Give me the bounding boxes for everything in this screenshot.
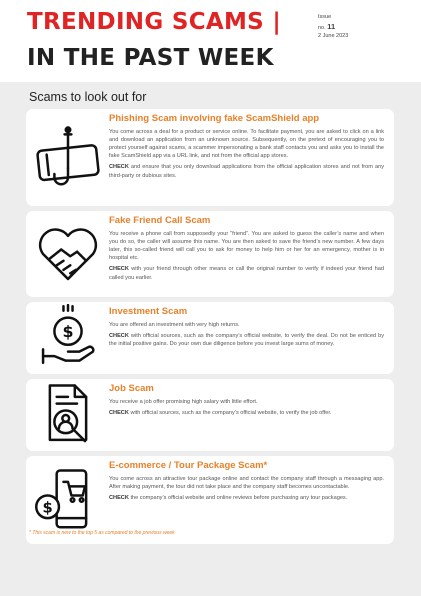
hand-coin-investment-icon [34,304,102,372]
resume-search-icon [34,381,102,449]
card-body: You come across an attractive tour package online and contact the company staff through a messaging app. After making payment, the tour did not take place and the company staff becomes uncontactable. [109,476,384,491]
issue-number: 11 [327,21,336,31]
card-check [109,409,384,417]
card-content [109,460,384,505]
scam-card-fake-friend [26,211,394,297]
check-label: CHECK [109,333,129,340]
card-content [109,113,384,183]
check-label: CHECK [109,164,129,171]
card-title: Phishing Scam involving fake ScamShield app [109,113,320,124]
issue-prefix: no. [318,24,326,31]
check-label: CHECK [109,266,129,273]
phone-with-hook-icon [34,123,102,191]
card-title: Job Scam [109,383,154,394]
card-check [109,332,384,348]
card-check [109,494,384,502]
page-title-line2: IN THE PAST WEEK [27,45,274,71]
check-text: the company’s official website and online reviews before purchasing any tour packages. [128,495,348,502]
scam-card-phishing [26,109,394,206]
check-text: with official sources, such as the company’s official website, to verify the job offer. [128,410,332,417]
issue-date: 2 June 2023 [318,32,349,39]
svg-text:$: $ [42,499,53,517]
scam-card-investment [26,302,394,374]
page-title-line1: TRENDING SCAMS | [27,9,282,35]
card-content [109,215,384,285]
card-title: Investment Scam [109,306,188,317]
heart-handshake-icon [34,220,102,288]
check-label: CHECK [109,410,129,417]
check-text: with your friend through other means or call the original number to verify if indeed your friend had called you earlier. [109,266,384,281]
header [0,0,421,82]
card-title: E-commerce / Tour Package Scam* [109,460,268,471]
section-heading: Scams to look out for [29,90,147,104]
card-body: You come across a deal for a product or service online. To facilitate payment, you are asked to click on a link and download an application from an unknown source. Subsequently, on the pretext of encouraging you to protect yourself against scams, a scammer impersonating a bank staff contacts you and asks you to install the fake ScamShield app via a URL link, and not from the official app stores. [109,129,384,160]
issue-info [318,14,348,41]
check-label: CHECK [109,495,129,502]
card-title: Fake Friend Call Scam [109,215,211,226]
card-check [109,265,384,281]
card-body: You are offered an investment with very high returns. [109,322,240,328]
card-body: You receive a phone call from supposedly your “friend”. You are asked to guess the caller’s name and when you do so, the caller will assume this name. You are then asked to save the friend’s new number. A few days later, this so-called friend will call you to ask for money to help him or her for an emergency, mother is in hospital etc. [109,231,384,262]
issue-number-line [318,22,348,33]
scam-card-job [26,379,394,451]
card-content [109,306,384,351]
svg-text:$: $ [62,321,74,341]
check-text: and ensure that you only download applications from the official application stores and not from any third-party or dubious sites. [109,164,384,179]
phone-cart-dollar-icon [34,466,102,534]
card-content [109,383,384,420]
card-body: You receive a job offer promising high salary with little effort. [109,399,258,405]
issue-label: Issue [318,14,332,20]
footnote: * This scam is new to the top 5 as compared to the previous week [29,530,175,536]
card-check [109,163,384,179]
check-text: with official sources, such as the company’s official website, to verify the deal. Do not be enticed by the initial positive gains. Do your own due diligence before you invest large sums of money. [109,333,384,348]
